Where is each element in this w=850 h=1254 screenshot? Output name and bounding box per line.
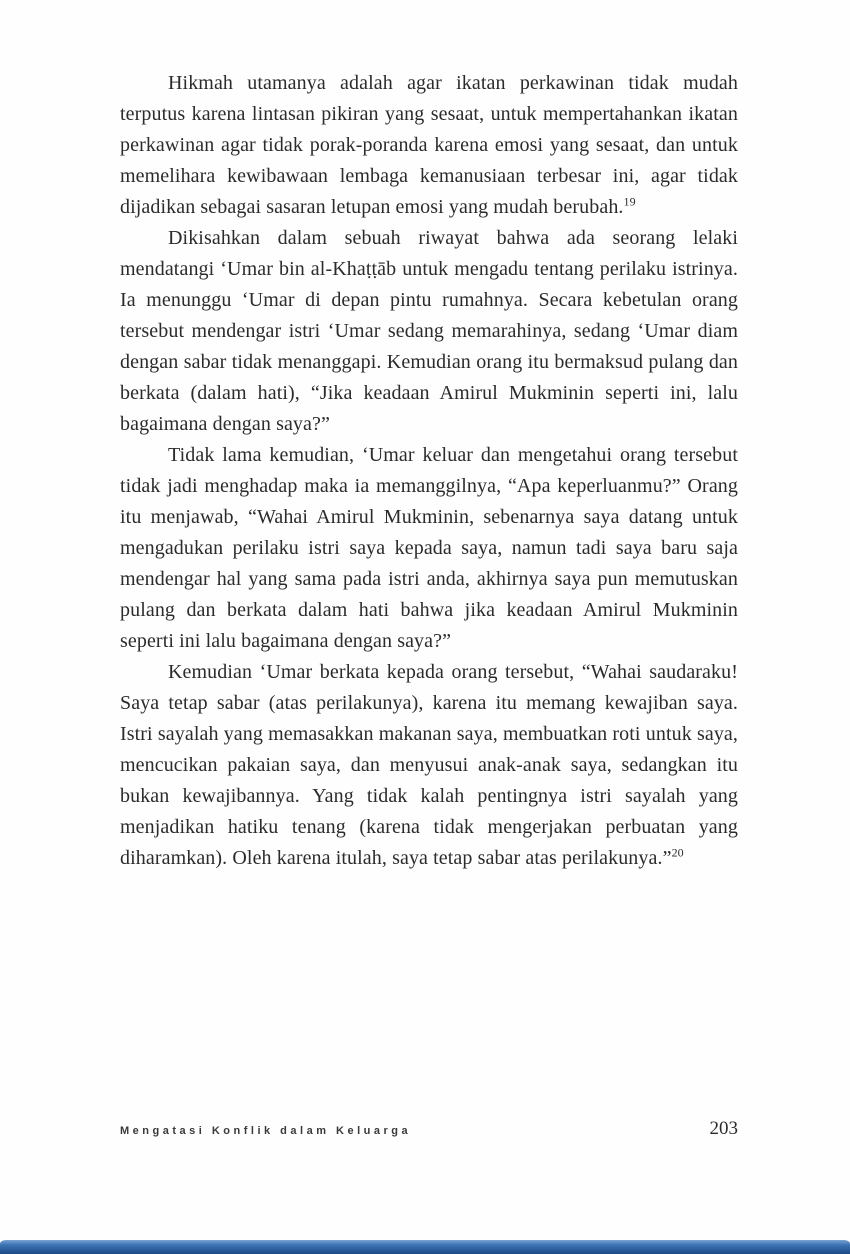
page-number: 203 bbox=[709, 1118, 738, 1139]
body-text bbox=[120, 68, 738, 874]
page-footer bbox=[120, 1118, 738, 1140]
paragraph-3-text: Tidak lama kemudian, ‘Umar keluar dan mengetahui orang tersebut tidak jadi menghadap maka ia memanggilnya, “Apa keperluanmu?” Orang itu menjawab, “Wahai Amirul Mukminin, sebenarnya saya datang untuk mengadukan perilaku istri saya kepada saya, namun tadi saya baru saja mendengar hal yang sama pada istri anda, akhirnya saya pun memutuskan pulang dan berkata dalam hati bahwa jika keadaan Amirul Mukminin seperti ini lalu bagaimana dengan saya?” bbox=[120, 444, 738, 652]
paragraph-3 bbox=[120, 440, 738, 657]
page-edge-decoration bbox=[0, 1240, 850, 1254]
running-footer-title: Mengatasi Konflik dalam Keluarga bbox=[120, 1125, 412, 1137]
footnote-ref-20: 20 bbox=[671, 845, 684, 860]
paragraph-4 bbox=[120, 657, 738, 874]
paragraph-4-text: Kemudian ‘Umar berkata kepada orang tersebut, “Wahai saudaraku! Saya tetap sabar (atas perilakunya), karena itu memang kewajiban saya. Istri sayalah yang memasakkan makanan saya, membuatkan roti untuk saya, mencucikan pakaian saya, dan menyusui anak-anak saya, sedangkan itu bukan kewajibannya. Yang tidak kalah pentingnya istri sayalah yang menjadikan hatiku tenang (karena tidak mengerjakan perbuatan yang diharamkan). Oleh karena itulah, saya tetap sabar atas perilakunya.” bbox=[120, 661, 738, 869]
paragraph-2 bbox=[120, 223, 738, 440]
paragraph-1-text: Hikmah utamanya adalah agar ikatan perkawinan tidak mudah terputus karena lintasan pikiran yang sesaat, untuk mempertahankan ikatan perkawinan agar tidak porak-poranda karena emosi yang sesaat, dan untuk memelihara kewibawaan lembaga kemanusiaan terbesar ini, agar tidak dijadikan sebagai sasaran letupan emosi yang mudah berubah. bbox=[120, 72, 738, 218]
footnote-ref-19: 19 bbox=[623, 194, 636, 209]
paragraph-1 bbox=[120, 68, 738, 223]
paragraph-2-text: Dikisahkan dalam sebuah riwayat bahwa ada seorang lelaki mendatangi ‘Umar bin al-Khaṭṭāb untuk mengadu tentang perilaku istrinya. Ia menunggu ‘Umar di depan pintu rumahnya. Secara kebetulan orang tersebut mendengar istri ‘Umar sedang memarahinya, sedang ‘Umar diam dengan sabar tidak menanggapi. Kemudian orang itu bermaksud pulang dan berkata (dalam hati), “Jika keadaan Amirul Mukminin seperti ini, lalu bagaimana dengan saya?” bbox=[120, 227, 738, 435]
